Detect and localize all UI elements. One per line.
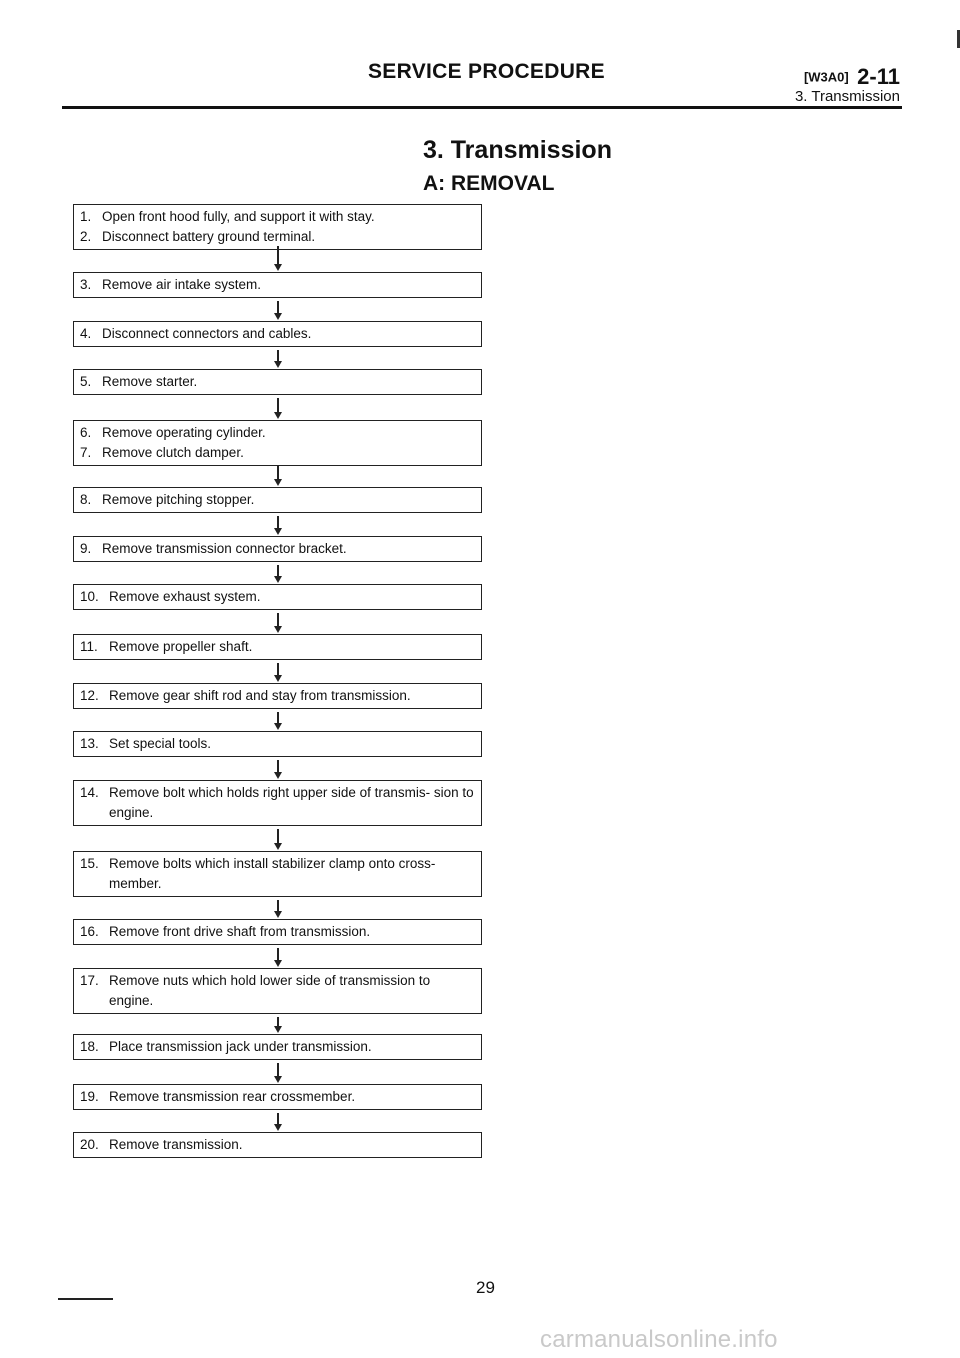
step-text: Set special tools. [109, 736, 212, 751]
step-box [73, 204, 482, 250]
step-number: 20. [80, 1137, 103, 1152]
page-number: 29 [476, 1278, 495, 1297]
header-code: [W3A0] [803, 69, 849, 85]
step-number: 3. [80, 277, 96, 292]
step-box [73, 584, 482, 610]
step-text: Remove air intake system. [102, 277, 262, 292]
step-line [80, 637, 475, 657]
step-text: Remove clutch damper. [102, 445, 244, 460]
step-text: Remove bolt which holds right upper side of transmis- sion to engine. [109, 785, 474, 820]
step-text: Remove operating cylinder. [102, 425, 266, 440]
step-box [73, 780, 482, 826]
step-text: Place transmission jack under transmission. [109, 1039, 372, 1054]
header-subtitle: 3. Transmission [794, 88, 900, 105]
step-number: 8. [80, 492, 96, 507]
step-number: 5. [80, 374, 96, 389]
step-text: Remove gear shift rod and stay from transmission. [109, 688, 411, 703]
section-title: 3. Transmission [423, 136, 612, 164]
step-box [73, 1034, 482, 1060]
step-line [80, 1087, 475, 1107]
footer-dash [58, 1298, 113, 1300]
step-line [80, 971, 475, 1011]
step-text: Remove front drive shaft from transmission. [109, 924, 371, 939]
step-line [80, 423, 475, 443]
header-rule [62, 106, 902, 109]
header-page-ref: 2-11 [857, 64, 900, 89]
header-right [795, 64, 900, 105]
step-line [80, 587, 475, 607]
step-text: Remove pitching stopper. [102, 492, 255, 507]
step-number: 17. [80, 973, 103, 988]
step-number: 12. [80, 688, 103, 703]
step-number: 4. [80, 326, 96, 341]
step-number: 1. [80, 209, 96, 224]
step-box [73, 919, 482, 945]
step-box [73, 369, 482, 395]
step-text: Remove nuts which hold lower side of transmission to engine. [109, 973, 431, 1008]
step-number: 7. [80, 445, 96, 460]
step-text: Remove transmission connector bracket. [102, 541, 347, 556]
step-box [73, 487, 482, 513]
step-text: Disconnect battery ground terminal. [102, 229, 316, 244]
step-number: 10. [80, 589, 103, 604]
step-box [73, 968, 482, 1014]
step-box [73, 851, 482, 897]
section-subtitle: A: REMOVAL [423, 172, 555, 195]
step-line [80, 854, 475, 894]
step-number: 6. [80, 425, 96, 440]
step-line [80, 734, 475, 754]
step-box [73, 683, 482, 709]
step-box [73, 272, 482, 298]
step-text: Remove transmission. [109, 1137, 243, 1152]
step-box [73, 731, 482, 757]
step-line [80, 922, 475, 942]
step-line [80, 1037, 475, 1057]
step-line [80, 490, 475, 510]
step-text: Open front hood fully, and support it with stay. [102, 209, 375, 224]
step-line [80, 227, 475, 247]
step-text: Remove transmission rear crossmember. [109, 1089, 356, 1104]
step-text: Remove starter. [102, 374, 198, 389]
step-line [80, 275, 475, 295]
step-text: Remove propeller shaft. [109, 639, 253, 654]
step-text: Disconnect connectors and cables. [102, 326, 312, 341]
header-title: SERVICE PROCEDURE [368, 60, 605, 83]
step-line [80, 443, 475, 463]
step-number: 9. [80, 541, 96, 556]
step-text: Remove bolts which install stabilizer clamp onto cross- member. [109, 856, 436, 891]
step-box [73, 420, 482, 466]
step-line [80, 539, 475, 559]
step-line [80, 324, 475, 344]
step-text: Remove exhaust system. [109, 589, 261, 604]
step-number: 14. [80, 785, 103, 800]
step-box [73, 1084, 482, 1110]
watermark: carmanualsonline.info [540, 1326, 778, 1353]
step-number: 16. [80, 924, 103, 939]
step-box [73, 321, 482, 347]
step-number: 11. [80, 639, 102, 654]
step-line [80, 686, 475, 706]
step-number: 2. [80, 229, 96, 244]
step-number: 15. [80, 856, 103, 871]
step-line [80, 207, 475, 227]
step-line [80, 783, 475, 823]
step-number: 18. [80, 1039, 103, 1054]
step-number: 19. [80, 1089, 103, 1104]
step-box [73, 536, 482, 562]
step-line [80, 372, 475, 392]
step-number: 13. [80, 736, 103, 751]
step-box [73, 634, 482, 660]
step-line [80, 1135, 475, 1155]
step-box [73, 1132, 482, 1158]
